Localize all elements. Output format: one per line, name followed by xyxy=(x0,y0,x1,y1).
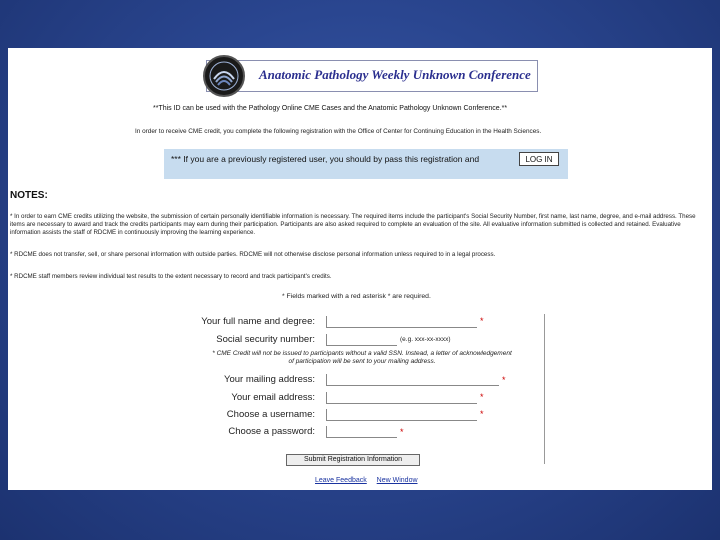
slide-content xyxy=(8,48,712,490)
submit-registration-button[interactable]: Submit Registration Information xyxy=(286,454,420,466)
full-name-input[interactable] xyxy=(326,316,477,328)
pathology-logo-icon xyxy=(203,55,245,97)
login-notice-text: *** If you are a previously registered user, you should by pass this registration and xyxy=(171,154,480,164)
required-fields-note: * Fields marked with a red asterisk * are required. xyxy=(282,293,431,300)
username-input[interactable] xyxy=(326,409,477,421)
mailing-address-input[interactable] xyxy=(326,374,499,386)
login-notice-box xyxy=(164,149,568,179)
required-star: * xyxy=(480,409,484,419)
required-star: * xyxy=(480,392,484,402)
note-item: * RDCME staff members review individual test results to the extent necessary to record and track participant's credits. xyxy=(10,273,332,280)
mailing-address-label: Your mailing address: xyxy=(223,374,315,385)
form-divider xyxy=(544,314,545,464)
login-button[interactable]: LOG IN xyxy=(519,152,559,166)
email-input[interactable] xyxy=(326,392,477,404)
password-label: Choose a password: xyxy=(228,426,315,437)
note-item: * RDCME does not transfer, sell, or share personal information with outside parties. RDCME will not otherwise disclose personal information unless required to in a legal process. xyxy=(10,251,496,258)
leave-feedback-link[interactable]: Leave Feedback xyxy=(315,477,367,484)
required-star: * xyxy=(400,427,404,437)
conference-banner xyxy=(206,60,538,92)
registration-intro: In order to receive CME credit, you complete the following registration with the Office of Center for Continuing Education in the Health Sciences. xyxy=(135,128,542,135)
banner-title: Anatomic Pathology Weekly Unknown Conference xyxy=(259,67,531,82)
required-star: * xyxy=(480,316,484,326)
cme-ssn-note: * CME Credit will not be issued to participants without a valid SSN. Instead, a letter of acknowledgement of participation will be sent to your mailing address. xyxy=(212,350,512,365)
id-usage-note: **This ID can be used with the Pathology Online CME Cases and the Anatomic Pathology Unknown Conference.** xyxy=(153,105,508,112)
full-name-label: Your full name and degree: xyxy=(201,316,315,327)
ssn-label: Social security number: xyxy=(216,334,315,345)
notes-heading: NOTES: xyxy=(10,190,48,201)
footer-links xyxy=(315,477,418,484)
required-star: * xyxy=(502,375,506,385)
ssn-example: (e.g. xxx-xx-xxxx) xyxy=(400,336,451,343)
username-label: Choose a username: xyxy=(226,409,315,420)
email-label: Your email address: xyxy=(231,392,315,403)
new-window-link[interactable]: New Window xyxy=(376,477,418,484)
note-item: * In order to earn CME credits utilizing the website, the submission of certain personally identifiable information is necessary. The required items include the participant's Social Security Number, first name, last name, degree, and e-mail address. These items are necessary to award and track the credits participants may earn during their participation. Participants are also asked required to complete an evaluation of the site. All evaluative information submitted is collected and retained. Evaluative information assists the staff of RDCME in continuously improving the learning experience. xyxy=(10,213,696,236)
password-input[interactable] xyxy=(326,426,397,438)
ssn-input[interactable] xyxy=(326,334,397,346)
